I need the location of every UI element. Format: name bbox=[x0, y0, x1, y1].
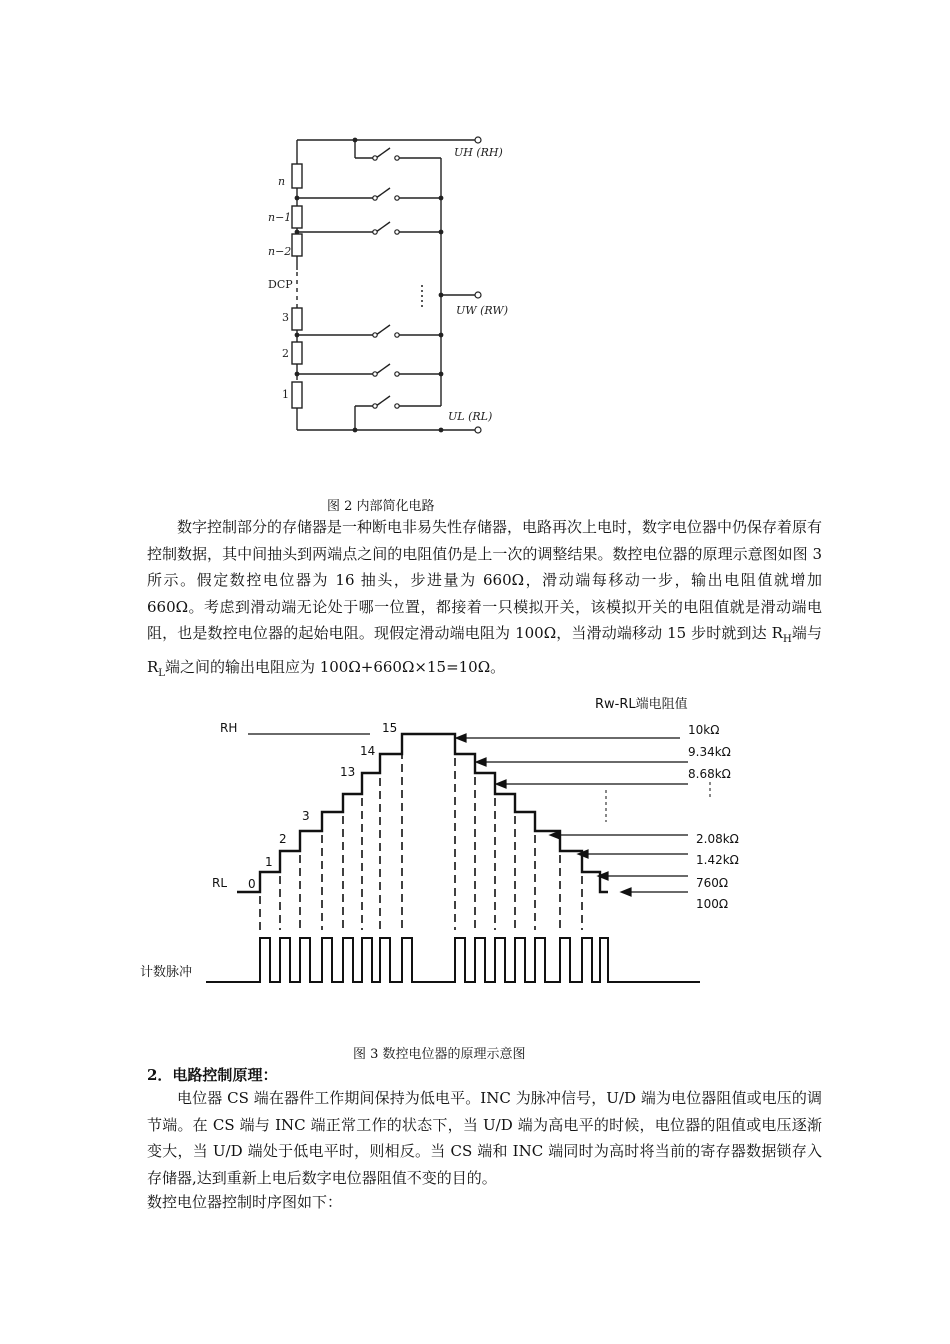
resistor-1-label: 1 bbox=[282, 388, 289, 401]
ul-label: UL (RL) bbox=[448, 410, 493, 423]
resistor-n1-label: n−1 bbox=[268, 211, 292, 224]
rl-label: RL bbox=[212, 876, 228, 890]
step-label: 2 bbox=[279, 832, 287, 846]
resistance-value: 2.08kΩ bbox=[696, 832, 739, 846]
resistance-value: 9.34kΩ bbox=[688, 745, 731, 759]
uh-label: UH (RH) bbox=[454, 146, 503, 159]
paragraph-1-text-3: 端之间的输出电阻应为 100Ω+660Ω×15=10Ω。 bbox=[164, 657, 506, 676]
uw-label: UW (RW) bbox=[456, 304, 509, 317]
paragraph-1-text-2: 端与 R bbox=[147, 624, 822, 676]
figure-3-caption: 图 3 数控电位器的原理示意图 bbox=[353, 1047, 526, 1062]
figure-3-staircase-diagram bbox=[140, 690, 780, 990]
step-label: 3 bbox=[302, 809, 310, 823]
rh-subscript: H bbox=[782, 634, 792, 645]
step-label: 1 bbox=[265, 855, 273, 869]
step-label: 0 bbox=[248, 877, 256, 891]
pulse-label: 计数脉冲 bbox=[140, 965, 193, 980]
resistor-n-label: n bbox=[278, 175, 286, 188]
step-label: 15 bbox=[382, 721, 398, 735]
resistance-value: 10kΩ bbox=[688, 723, 720, 737]
staircase-waveform bbox=[237, 734, 608, 892]
figure-2-circuit-diagram bbox=[240, 120, 540, 440]
resistance-value: 760Ω bbox=[696, 876, 729, 890]
step-label: 13 bbox=[340, 765, 356, 779]
dcp-label: DCP bbox=[268, 278, 293, 291]
resistor-3-label: 3 bbox=[282, 311, 289, 324]
resistance-value: 8.68kΩ bbox=[688, 767, 731, 781]
figure-2-caption: 图 2 内部简化电路 bbox=[327, 499, 435, 514]
rl-subscript: L bbox=[158, 667, 165, 679]
paragraph-1 bbox=[147, 514, 822, 687]
resistance-value: 100Ω bbox=[696, 897, 729, 911]
rh-label: RH bbox=[220, 721, 238, 735]
section-2-paragraph: 电位器 CS 端在器件工作期间保持为低电平。INC 为脉冲信号，U/D 端为电位器阻值或电压的调节端。在 CS 端与 INC 端正常工作的状态下，当 U/D 端为高电平的时候，电位器的阻值或电压逐渐变大，当 U/D 端处于低电平时，则相反。当 CS 端和 INC 端同时为高时将当前的寄存器数据锁存入存储器,达到重新上电后数字电位器阻值不变的目的。 bbox=[147, 1089, 822, 1187]
count-pulse-waveform bbox=[206, 938, 700, 982]
timing-intro: 数控电位器控制时序图如下： bbox=[147, 1193, 343, 1211]
resistance-header: Rw-RL端电阻值 bbox=[595, 697, 688, 712]
step-label: 14 bbox=[360, 744, 376, 758]
section-2-heading: 2．电路控制原理： bbox=[147, 1066, 278, 1084]
resistor-n2-label: n−2 bbox=[268, 245, 292, 258]
paragraph-1-text: 数字控制部分的存储器是一种断电非易失性存储器，电路再次上电时，数字电位器中仍保存着原有控制数据，其中间抽头到两端点之间的电阻值仍是上一次的调整结果。数控电位器的原理示意图如图 3 所示。假定数控电位器为 16 抽头，步进量为 660Ω，滑动端每移动一步，输出电阻值就增加 660Ω。考虑到滑动端无论处于哪一位置，都接着一只模拟开关，该模拟开关的电阻值就是滑动端电阻，也是数控电位器的起始电阻。现假定滑动端电阻为 100Ω，当滑动端移动 15 步时就到达 R bbox=[147, 518, 823, 642]
resistance-value: 1.42kΩ bbox=[696, 853, 739, 867]
resistor-2-label: 2 bbox=[282, 347, 289, 360]
